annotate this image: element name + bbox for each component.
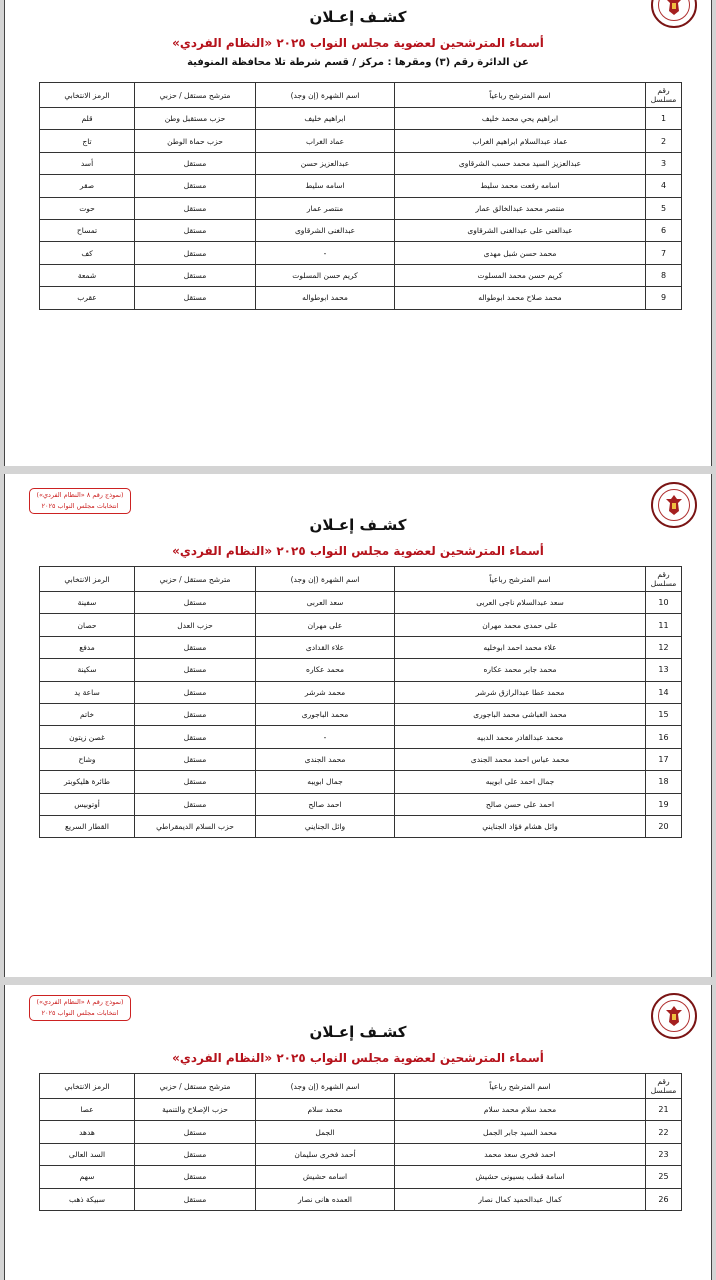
col-header-type: مترشح مستقل / حزبي <box>135 83 256 108</box>
cell-symbol: حوت <box>40 197 135 219</box>
table-row <box>40 771 682 793</box>
cell-num: 10 <box>646 592 682 614</box>
cell-symbol: القطار السريع <box>40 815 135 837</box>
cell-nickname: محمد سلام <box>256 1099 395 1121</box>
col-header-nickname: اسم الشهرة (إن وجد) <box>256 567 395 592</box>
table-row <box>40 681 682 703</box>
candidates-table <box>39 1073 682 1211</box>
cell-name: جمال احمد على ابويبه <box>395 771 646 793</box>
cell-nickname: سعد العربى <box>256 592 395 614</box>
cell-num: 1 <box>646 108 682 130</box>
cell-type: مستقل <box>135 219 256 241</box>
cell-symbol: مدفع <box>40 636 135 658</box>
candidates-table <box>39 82 682 310</box>
cell-name: اسامه رفعت محمد سليط <box>395 175 646 197</box>
cell-type: مستقل <box>135 703 256 725</box>
table-header-row <box>40 1074 682 1099</box>
cell-nickname: على مهران <box>256 614 395 636</box>
col-header-nickname: اسم الشهرة (إن وجد) <box>256 1074 395 1099</box>
table-row <box>40 152 682 174</box>
cell-num: 8 <box>646 264 682 286</box>
cell-type: مستقل <box>135 197 256 219</box>
cell-name: محمد الغباشى محمد الباجورى <box>395 703 646 725</box>
cell-name: منتصر محمد عبدالخالق عمار <box>395 197 646 219</box>
cell-name: ابراهيم يحي محمد خليف <box>395 108 646 130</box>
cell-symbol: تاج <box>40 130 135 152</box>
cell-type: مستقل <box>135 726 256 748</box>
cell-name: محمد عطا عبدالرازق شرشر <box>395 681 646 703</box>
cell-name: احمد فخرى سعد محمد <box>395 1143 646 1165</box>
cell-nickname: - <box>256 726 395 748</box>
page-2 <box>4 474 712 977</box>
table-row <box>40 287 682 309</box>
cell-name: محمد سلام محمد سلام <box>395 1099 646 1121</box>
stamp-line-2: انتخابات مجلس النواب ٢٠٢٥ <box>41 1009 119 1017</box>
cell-name: كمال عبدالحميد كمال نصار <box>395 1188 646 1210</box>
cell-nickname: الجمل <box>256 1121 395 1143</box>
cell-nickname: عبدالعزيز حسن <box>256 152 395 174</box>
page-1 <box>4 0 712 466</box>
cell-type: مستقل <box>135 592 256 614</box>
cell-num: 17 <box>646 748 682 770</box>
cell-symbol: كف <box>40 242 135 264</box>
cell-type: حزب مستقبل وطن <box>135 108 256 130</box>
cell-num: 3 <box>646 152 682 174</box>
cell-type: مستقل <box>135 771 256 793</box>
cell-type: مستقل <box>135 748 256 770</box>
cell-num: 23 <box>646 1143 682 1165</box>
cell-name: علاء محمد احمد ابوخليه <box>395 636 646 658</box>
col-header-symbol: الرمز الانتخابي <box>40 83 135 108</box>
cell-symbol: أوتوبيس <box>40 793 135 815</box>
table-row <box>40 703 682 725</box>
table-row <box>40 1099 682 1121</box>
cell-nickname: محمد ابوطواله <box>256 287 395 309</box>
table-row <box>40 726 682 748</box>
stamp-line-2: انتخابات مجلس النواب ٢٠٢٥ <box>41 502 119 510</box>
cell-name: محمد السيد جابر الجمل <box>395 1121 646 1143</box>
cell-type: مستقل <box>135 681 256 703</box>
cell-num: 2 <box>646 130 682 152</box>
cell-nickname: ابراهيم خليف <box>256 108 395 130</box>
cell-num: 12 <box>646 636 682 658</box>
cell-name: عبدالعزيز السيد محمد حسب الشرقاوى <box>395 152 646 174</box>
table-row <box>40 242 682 264</box>
table-row <box>40 636 682 658</box>
cell-num: 14 <box>646 681 682 703</box>
cell-type: مستقل <box>135 636 256 658</box>
table-row <box>40 592 682 614</box>
cell-num: 21 <box>646 1099 682 1121</box>
table-row <box>40 108 682 130</box>
cell-nickname: محمد شرشر <box>256 681 395 703</box>
cell-name: عماد عبدالسلام ابراهيم الغراب <box>395 130 646 152</box>
cell-nickname: اسامه سليط <box>256 175 395 197</box>
cell-type: مستقل <box>135 1188 256 1210</box>
cell-type: حزب حماة الوطن <box>135 130 256 152</box>
table-row <box>40 1143 682 1165</box>
cell-type: مستقل <box>135 287 256 309</box>
district-line: عن الدائرة رقم (٣) ومقرها : مركز / قسم شرطة تلا محافظة المنوفية <box>187 57 529 68</box>
cell-num: 15 <box>646 703 682 725</box>
cell-nickname: اسامه حشيش <box>256 1166 395 1188</box>
cell-type: مستقل <box>135 175 256 197</box>
col-header-type: مترشح مستقل / حزبي <box>135 567 256 592</box>
cell-symbol: سفينة <box>40 592 135 614</box>
cell-type: حزب الإصلاح والتنمية <box>135 1099 256 1121</box>
cell-type: مستقل <box>135 242 256 264</box>
cell-symbol: صقر <box>40 175 135 197</box>
table-row <box>40 197 682 219</box>
col-header-name: اسم المترشح رباعياً <box>395 1074 646 1099</box>
cell-symbol: السد العالى <box>40 1143 135 1165</box>
cell-num: 6 <box>646 219 682 241</box>
cell-name: محمد حسن شبل مهدى <box>395 242 646 264</box>
cell-symbol: قلم <box>40 108 135 130</box>
cell-symbol: سكينة <box>40 659 135 681</box>
cell-type: حزب العدل <box>135 614 256 636</box>
cell-num: 18 <box>646 771 682 793</box>
cell-type: مستقل <box>135 1121 256 1143</box>
cell-type: مستقل <box>135 264 256 286</box>
cell-symbol: حصان <box>40 614 135 636</box>
cell-num: 7 <box>646 242 682 264</box>
stamp-line-1: (نموذج رقم ٨ «النظام الفردي») <box>36 491 124 499</box>
cell-nickname: عماد الغراب <box>256 130 395 152</box>
table-row <box>40 219 682 241</box>
cell-symbol: وشاح <box>40 748 135 770</box>
col-header-nickname: اسم الشهرة (إن وجد) <box>256 83 395 108</box>
cell-name: سعد عبدالسلام ناجى العربى <box>395 592 646 614</box>
table-row <box>40 815 682 837</box>
cell-type: مستقل <box>135 1143 256 1165</box>
cell-nickname: - <box>256 242 395 264</box>
table-header-row <box>40 83 682 108</box>
cell-type: مستقل <box>135 1166 256 1188</box>
cell-name: على حمدى محمد مهران <box>395 614 646 636</box>
cell-nickname: علاء القدادى <box>256 636 395 658</box>
col-header-num: رقم مسلسل <box>646 1074 682 1099</box>
table-row <box>40 659 682 681</box>
cell-symbol: شمعة <box>40 264 135 286</box>
form-stamp <box>29 488 131 514</box>
page-title: كشـف إعـلان <box>309 1023 407 1041</box>
table-header-row <box>40 567 682 592</box>
page-3 <box>4 985 712 1280</box>
cell-symbol: سهم <box>40 1166 135 1188</box>
page-title: كشـف إعـلان <box>309 516 407 534</box>
cell-symbol: ساعة يد <box>40 681 135 703</box>
cell-name: محمد صلاح محمد ابوطواله <box>395 287 646 309</box>
cell-num: 26 <box>646 1188 682 1210</box>
col-header-symbol: الرمز الانتخابي <box>40 567 135 592</box>
cell-symbol: سبيكة ذهب <box>40 1188 135 1210</box>
page-subtitle: أسماء المترشحين لعضوية مجلس النواب ٢٠٢٥ «النظام الفردي» <box>172 36 544 50</box>
cell-name: عبدالغنى على عبدالغنى الشرقاوى <box>395 219 646 241</box>
cell-nickname: محمد الجندى <box>256 748 395 770</box>
cell-nickname: منتصر عمار <box>256 197 395 219</box>
table-row <box>40 1166 682 1188</box>
page-subtitle: أسماء المترشحين لعضوية مجلس النواب ٢٠٢٥ «النظام الفردي» <box>172 544 544 558</box>
table-row <box>40 793 682 815</box>
cell-nickname: احمد صالح <box>256 793 395 815</box>
cell-symbol: أسد <box>40 152 135 174</box>
cell-name: احمد على حسن صالح <box>395 793 646 815</box>
cell-num: 9 <box>646 287 682 309</box>
cell-nickname: محمد الباجورى <box>256 703 395 725</box>
cell-num: 4 <box>646 175 682 197</box>
cell-name: اسامة قطب بسيونى حشيش <box>395 1166 646 1188</box>
cell-name: كريم حسن محمد المسلوت <box>395 264 646 286</box>
page-title: كشـف إعـلان <box>309 8 407 26</box>
cell-type: حزب السلام الديمقراطي <box>135 815 256 837</box>
cell-symbol: هدهد <box>40 1121 135 1143</box>
table-row <box>40 748 682 770</box>
cell-num: 16 <box>646 726 682 748</box>
col-header-type: مترشح مستقل / حزبي <box>135 1074 256 1099</box>
table-row <box>40 175 682 197</box>
stamp-line-1: (نموذج رقم ٨ «النظام الفردي») <box>36 998 124 1006</box>
page-subtitle: أسماء المترشحين لعضوية مجلس النواب ٢٠٢٥ «النظام الفردي» <box>172 1051 544 1065</box>
cell-num: 25 <box>646 1166 682 1188</box>
table-row <box>40 130 682 152</box>
table-row <box>40 1121 682 1143</box>
cell-nickname: كريم حسن المسلوت <box>256 264 395 286</box>
cell-symbol: خاتم <box>40 703 135 725</box>
cell-num: 13 <box>646 659 682 681</box>
cell-symbol: تمساح <box>40 219 135 241</box>
col-header-name: اسم المترشح رباعياً <box>395 83 646 108</box>
cell-name: محمد عبدالقادر محمد الدبيه <box>395 726 646 748</box>
col-header-name: اسم المترشح رباعياً <box>395 567 646 592</box>
cell-num: 5 <box>646 197 682 219</box>
cell-type: مستقل <box>135 793 256 815</box>
cell-nickname: وائل الجنايني <box>256 815 395 837</box>
cell-nickname: محمد عكاره <box>256 659 395 681</box>
cell-symbol: عقرب <box>40 287 135 309</box>
cell-name: وائل هشام فؤاد الجنايني <box>395 815 646 837</box>
candidates-table <box>39 566 682 838</box>
cell-num: 11 <box>646 614 682 636</box>
col-header-num: رقم مسلسل <box>646 567 682 592</box>
cell-nickname: عبدالغنى الشرقاوى <box>256 219 395 241</box>
cell-type: مستقل <box>135 152 256 174</box>
cell-num: 22 <box>646 1121 682 1143</box>
cell-symbol: غصن زيتون <box>40 726 135 748</box>
cell-symbol: طائرة هليكوبتر <box>40 771 135 793</box>
cell-type: مستقل <box>135 659 256 681</box>
cell-name: محمد جابر محمد عكاره <box>395 659 646 681</box>
col-header-num: رقم مسلسل <box>646 83 682 108</box>
table-row <box>40 264 682 286</box>
cell-symbol: عصا <box>40 1099 135 1121</box>
col-header-symbol: الرمز الانتخابي <box>40 1074 135 1099</box>
cell-name: محمد عباس احمد محمد الجندى <box>395 748 646 770</box>
cell-num: 19 <box>646 793 682 815</box>
cell-nickname: أحمد فخرى سليمان <box>256 1143 395 1165</box>
form-stamp <box>29 995 131 1021</box>
cell-nickname: جمال ابويبه <box>256 771 395 793</box>
table-row <box>40 614 682 636</box>
table-row <box>40 1188 682 1210</box>
cell-nickname: العمده هانى نصار <box>256 1188 395 1210</box>
cell-num: 20 <box>646 815 682 837</box>
